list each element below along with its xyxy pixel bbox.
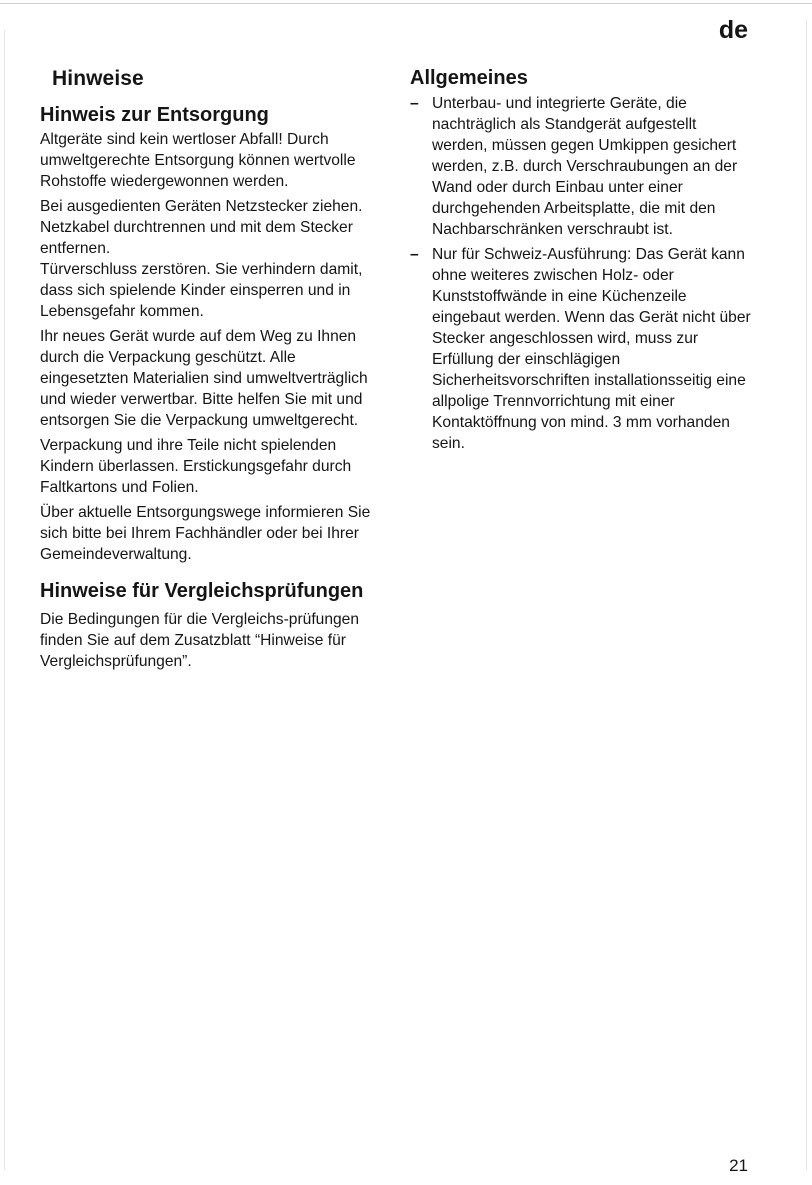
list-item — [410, 244, 755, 454]
list-item-text: Nur für Schweiz-Ausführung: Das Gerät kann ohne weiteres zwischen Holz- oder Kunststoffwände in eine Küchenzeile eingebaut werden. Wenn das Gerät nicht über Stecker angeschlossen wird, muss zur Erfüllung der einschlägigen Sicherheitsvorschriften installationsseitig eine allpolige Trennvorrichtung mit einer Kontaktöffnung von mind. 3 mm vorhanden sein. — [432, 246, 751, 452]
left-column — [40, 62, 385, 672]
top-scan-edge — [0, 3, 812, 4]
left-scan-edge — [4, 30, 5, 1170]
list-item-text: Unterbau- und integrierte Geräte, die nachträglich als Standgerät aufgestellt werden, müssen gegen Umkippen gesichert werden, z.B. durch Verschraubungen an der Wand oder durch Einbau unter einer durchgehenden Arbeitsplatte, die mit den Nachbarschränken verschraubt ist. — [432, 95, 738, 238]
disposal-paragraph-3: Türverschluss zerstören. Sie verhindern damit, dass sich spielende Kinder einsperren und in Lebensgefahr kommen. — [40, 260, 363, 320]
general-list — [410, 93, 755, 454]
dash-bullet: – — [410, 95, 419, 112]
disposal-paragraph-2: Bei ausgedienten Geräten Netzstecker ziehen. Netzkabel durchtrennen und mit dem Stecker entfernen. — [40, 197, 363, 257]
disposal-paragraph-4: Ihr neues Gerät wurde auf dem Weg zu Ihnen durch die Verpackung geschützt. Alle eingesetzten Materialien sind umweltverträglich und wieder verwertbar. Bitte helfen Sie mit und entsorgen Sie die Verpackung umweltgerecht. — [40, 327, 368, 429]
comparison-paragraph: Die Bedingungen für die Vergleichs-prüfungen finden Sie auf dem Zusatzblatt “Hinweise für Vergleichsprüfungen”. — [40, 610, 360, 670]
main-heading: Hinweise — [52, 67, 144, 90]
general-heading: Allgemeines — [410, 67, 528, 89]
disposal-heading: Hinweis zur Entsorgung — [40, 103, 269, 126]
disposal-paragraph-1: Altgeräte sind kein wertloser Abfall! Durch umweltgerechte Entsorgung können wertvolle Rohstoffe wiedergewonnen werden. — [40, 130, 356, 190]
disposal-paragraph-6: Über aktuelle Entsorgungswege informieren Sie sich bitte bei Ihrem Fachhändler oder bei Ihrer Gemeindeverwaltung. — [40, 503, 371, 563]
language-tag: de — [718, 16, 748, 44]
disposal-paragraph-5: Verpackung und ihre Teile nicht spielenden Kindern überlassen. Erstickungsgefahr durch Faltkartons und Folien. — [40, 436, 352, 496]
right-scan-edge — [806, 20, 807, 1170]
dash-bullet: – — [410, 246, 419, 263]
page-number: 21 — [729, 1156, 748, 1175]
right-column — [410, 62, 755, 458]
list-item — [410, 93, 755, 240]
comparison-heading: Hinweise für Vergleichsprüfungen — [40, 579, 364, 602]
